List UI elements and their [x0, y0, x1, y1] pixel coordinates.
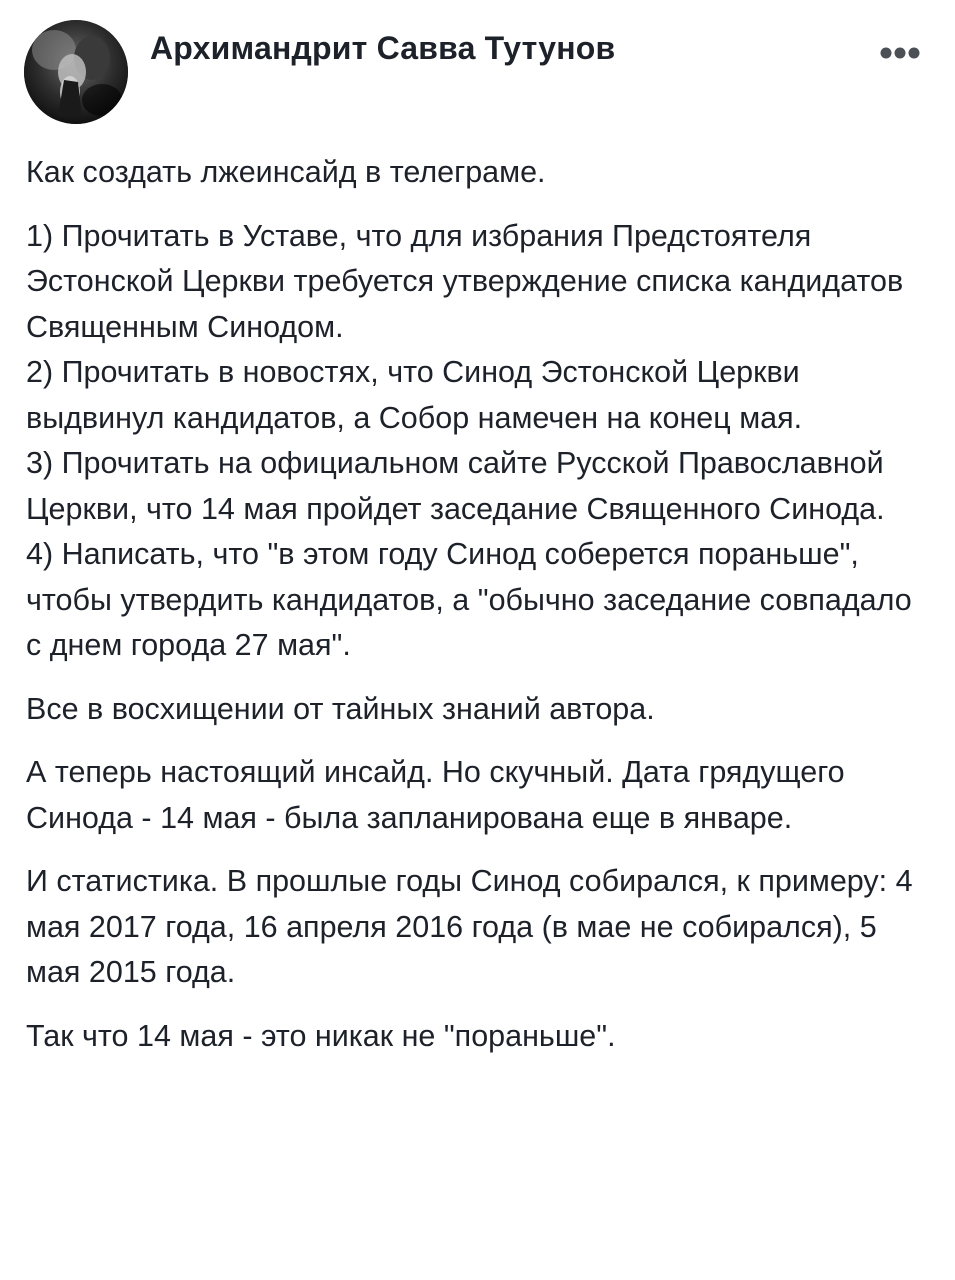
author-name[interactable]: Архимандрит Савва Тутунов: [150, 30, 616, 66]
author-avatar[interactable]: [24, 20, 128, 124]
post-paragraph: И статистика. В прошлые годы Синод собирался, к примеру: 4 мая 2017 года, 16 апреля 2016 года (в мае не собирался), 5 мая 2015 года.: [26, 864, 913, 989]
post-paragraph: Так что 14 мая - это никак не "пораньше".: [26, 1018, 616, 1053]
post-paragraph: 1) Прочитать в Уставе, что для избрания Предстоятеля Эстонской Церкви требуется утверждение списка кандидатов Священным Синодом. 2) Прочитать в новостях, что Синод Эстонской Церкви выдвинул кандидатов, а Собор намечен на конец мая. 3) Прочитать на официальном сайте Русской Православной Церкви, что 14 мая пройдет заседание Священного Синода. 4) Написать, что "в этом году Синод соберется пораньше", чтобы утвердить кандидатов, а "обычно заседание совпадало с днем города 27 мая".: [26, 218, 912, 662]
post-text: [26, 150, 931, 1077]
more-options-button[interactable]: [870, 38, 930, 68]
post-paragraph: Как создать лжеинсайд в телеграме.: [26, 155, 546, 189]
avatar-photo-icon: [24, 20, 128, 124]
more-dots-icon: [870, 38, 930, 68]
post-paragraph: А теперь настоящий инсайд. Но скучный. Дата грядущего Синода - 14 мая - была запланирована еще в январе.: [26, 755, 845, 835]
post-paragraph: Все в восхищении от тайных знаний автора.: [26, 691, 655, 726]
post-header: [0, 0, 955, 130]
